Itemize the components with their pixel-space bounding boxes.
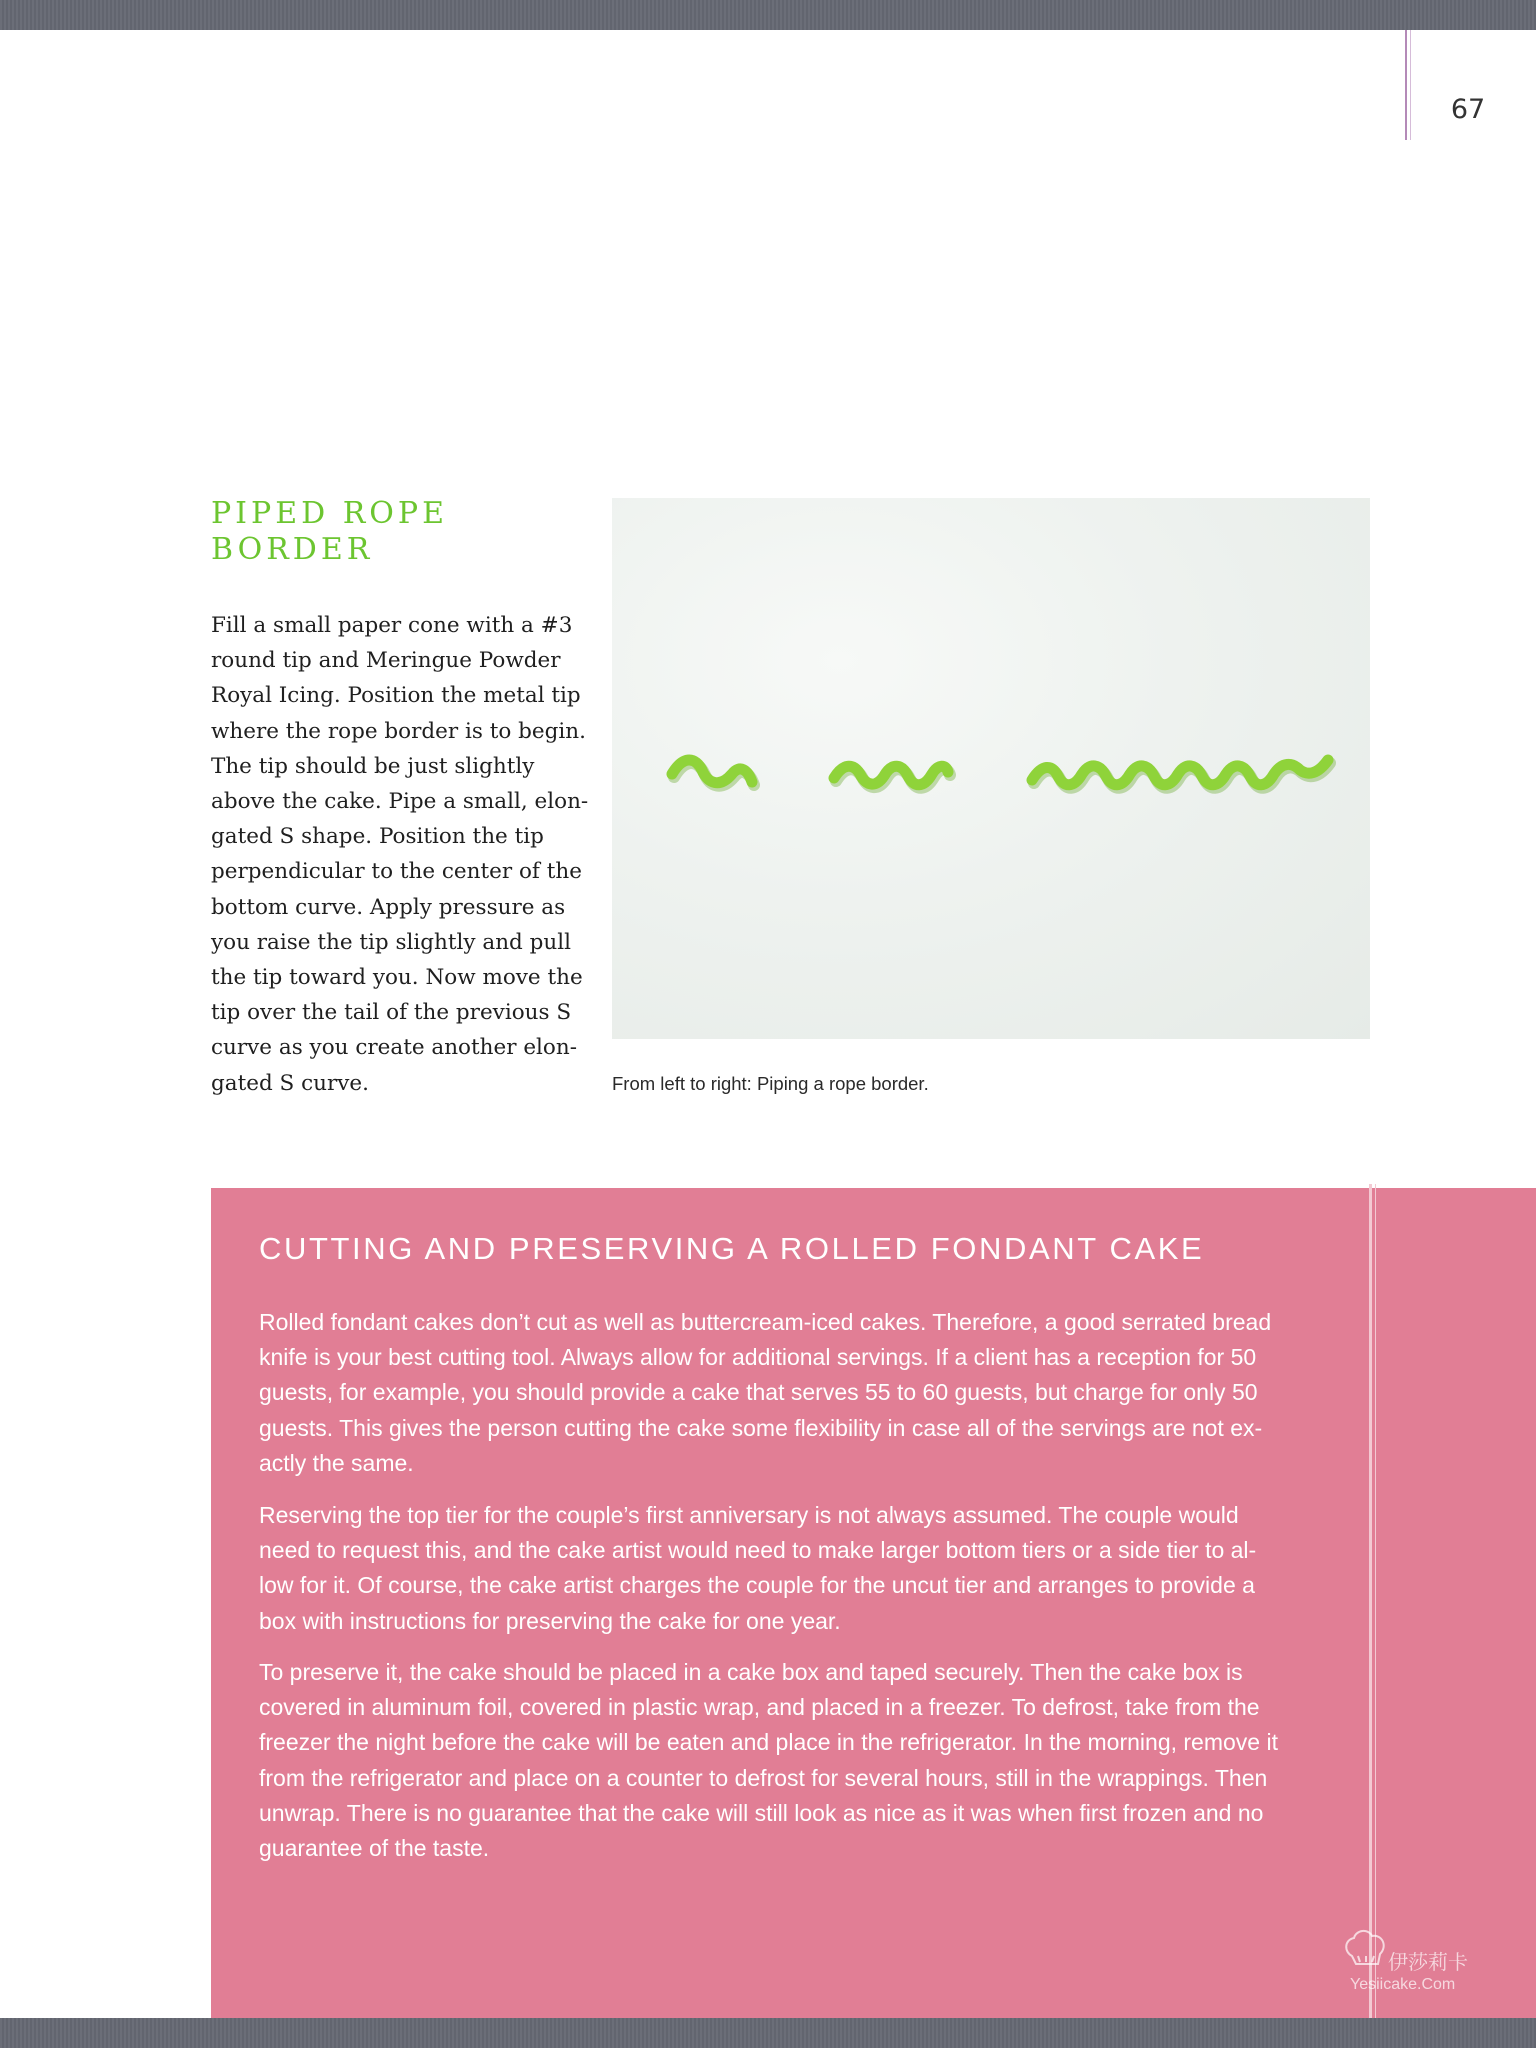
- text-line: guarantee of the taste.: [259, 1835, 490, 1862]
- text-line: unwrap. There is no guarantee that the cake will still look as nice as it was when first frozen and no: [259, 1799, 1264, 1826]
- text-line: the tip toward you. Now move the: [211, 965, 583, 991]
- section-heading-line: BORDER: [211, 532, 374, 567]
- sidebar-rule-thin: [1375, 1184, 1376, 2018]
- text-line: above the cake. Pipe a small, elon-: [211, 789, 589, 815]
- text-line: Reserving the top tier for the couple’s first anniversary is not always assumed. The couple would: [259, 1502, 1239, 1528]
- text-line: freezer the night before the cake will be eaten and place in the refrigerator. In the morning, remove it: [259, 1729, 1278, 1756]
- text-line: from the refrigerator and place on a counter to defrost for several hours, still in the wrappings. Then: [259, 1764, 1268, 1791]
- photo-caption: From left to right: Piping a rope border.: [612, 1073, 929, 1094]
- sidebar-paragraph-3: [259, 1655, 1339, 1866]
- text-line: you raise the tip slightly and pull: [211, 929, 572, 955]
- section-heading: [211, 496, 551, 568]
- watermark-text: 伊莎莉卡: [1388, 1950, 1468, 1974]
- sidebar-title: CUTTING AND PRESERVING A ROLLED FONDANT CAKE: [259, 1231, 1205, 1266]
- sidebar-paragraph-1: [259, 1305, 1339, 1481]
- page-number-rule-thin: [1410, 30, 1411, 140]
- text-line: curve as you create another elon-: [211, 1035, 577, 1061]
- text-line: Royal Icing. Position the metal tip: [211, 683, 581, 709]
- icing-illustration: [612, 498, 1370, 1039]
- text-line: gated S curve.: [211, 1070, 369, 1096]
- rope-border-photo: [612, 498, 1370, 1039]
- text-line: need to request this, and the cake artist would need to make larger bottom tiers or a side tier to al-: [259, 1537, 1257, 1564]
- text-line: where the rope border is to begin.: [211, 718, 586, 744]
- text-line: box with instructions for preserving the cake for one year.: [259, 1607, 841, 1634]
- text-line: gated S shape. Position the tip: [211, 824, 544, 850]
- text-line: covered in aluminum foil, covered in plastic wrap, and placed in a freezer. To defrost, take from the: [259, 1694, 1260, 1721]
- text-line: The tip should be just slightly: [211, 753, 535, 779]
- text-line: knife is your best cutting tool. Always allow for additional servings. If a client has a reception for 50: [259, 1344, 1257, 1371]
- sidebar-rule: [1369, 1184, 1372, 2018]
- text-line: Rolled fondant cakes don’t cut as well as buttercream-iced cakes. Therefore, a good serrated bread: [259, 1309, 1272, 1335]
- text-line: low for it. Of course, the cake artist charges the couple for the uncut tier and arranges to provide a: [259, 1572, 1255, 1599]
- text-line: bottom curve. Apply pressure as: [211, 894, 566, 920]
- text-line: guests, for example, you should provide a cake that serves 55 to 60 guests, but charge for only 50: [259, 1379, 1258, 1406]
- text-line: actly the same.: [259, 1449, 414, 1476]
- chef-hat-icon: [1340, 1922, 1390, 1972]
- watermark-url: Yesiicake.Com: [1350, 1976, 1456, 1993]
- sidebar-paragraph-2: [259, 1498, 1339, 1639]
- section-heading-line: PIPED ROPE: [211, 496, 448, 531]
- text-line: guests. This gives the person cutting the cake some flexibility in case all of the servings are not ex-: [259, 1414, 1263, 1441]
- text-line: Fill a small paper cone with a #3: [211, 613, 573, 638]
- text-line: perpendicular to the center of the: [211, 859, 582, 885]
- text-line: To preserve it, the cake should be placed in a cake box and taped securely. Then the cake box is: [259, 1659, 1243, 1685]
- text-line: round tip and Meringue Powder: [211, 648, 561, 674]
- page-number: 67: [1450, 94, 1486, 125]
- page-number-rule: [1405, 30, 1407, 140]
- text-line: tip over the tail of the previous S: [211, 1000, 572, 1026]
- bottom-frame-border: [0, 2018, 1536, 2048]
- top-frame-border: [0, 0, 1536, 30]
- instructions-text: [211, 608, 589, 1101]
